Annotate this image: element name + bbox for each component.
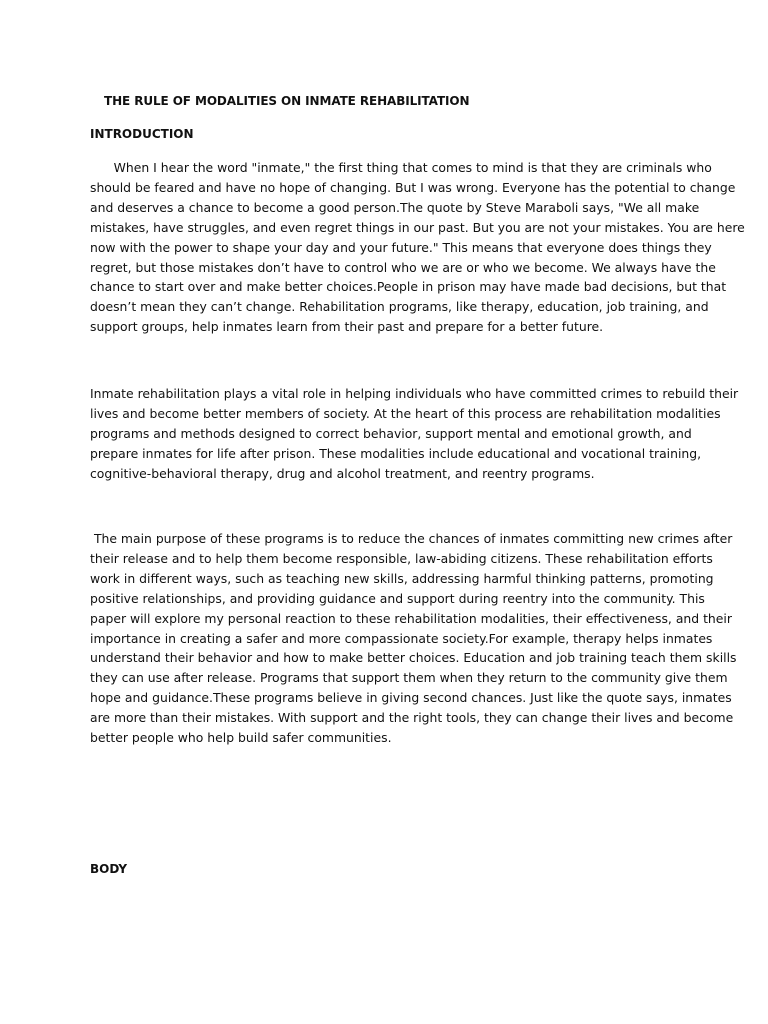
paragraph-line: The main purpose of these programs is to reduce the chances of inmates committing new crimes after [90,531,733,546]
introduction-heading: INTRODUCTION [90,127,194,141]
paragraph-line: understand their behavior and how to make better choices. Education and job training teach them skills [90,650,737,666]
paragraph-line: they can use after release. Programs that support them when they return to the community give them [90,670,728,686]
paragraph-line: support groups, help inmates learn from their past and prepare for a better future. [90,319,604,335]
paragraph-line: When I hear the word "inmate," the first thing that comes to mind is that they are criminals who [90,160,712,175]
paragraph-line: now with the power to shape your day and your future." This means that everyone does things they [90,239,712,255]
paragraph-line: mistakes, have struggles, and even regret things in our past. But you are not your mistakes. You are here [90,219,745,235]
paragraph-line: regret, but those mistakes don’t have to control who we are or who we become. We always have the [90,259,716,275]
paragraph-line: should be feared and have no hope of changing. But I was wrong. Everyone has the potential to change [90,179,736,195]
paragraph-line: lives and become better members of society. At the heart of this process are rehabilitation modalities [90,405,721,421]
paragraph-line: Inmate rehabilitation plays a vital role in helping individuals who have committed crimes to rebuild their [90,386,739,401]
paragraph-line: prepare inmates for life after prison. These modalities include educational and vocational training, [90,445,702,461]
paragraph-line: work in different ways, such as teaching new skills, addressing harmful thinking patterns, promoting [90,570,714,586]
document-title: THE RULE OF MODALITIES ON INMATE REHABILITATION [104,94,470,108]
paragraph-line: cognitive-behavioral therapy, drug and alcohol treatment, and reentry programs. [90,465,595,481]
body-heading: BODY [90,862,128,876]
paragraph-line: are more than their mistakes. With support and the right tools, they can change their lives and become [90,710,734,726]
paragraph-line: their release and to help them become responsible, law-abiding citizens. These rehabilitation efforts [90,550,713,566]
paragraph-line: and deserves a chance to become a good person.The quote by Steve Maraboli says, "We all make [90,199,700,215]
paragraph-line: paper will explore my personal reaction to these rehabilitation modalities, their effectiveness, and their [90,610,732,626]
paragraph-line: chance to start over and make better choices.People in prison may have made bad decisions, but that [90,279,727,295]
paragraph-line: programs and methods designed to correct behavior, support mental and emotional growth, and [90,425,692,441]
paragraph-line: hope and guidance.These programs believe in giving second chances. Just like the quote says, inmates [90,690,732,706]
paragraph-3 [90,529,737,748]
paragraph-1 [90,158,745,337]
paragraph-2 [90,384,739,484]
paragraph-line: positive relationships, and providing guidance and support during reentry into the community. This [90,590,705,606]
paragraph-line: better people who help build safer communities. [90,730,392,746]
paragraph-line: importance in creating a safer and more compassionate society.For example, therapy helps inmates [90,630,713,646]
paragraph-line: doesn’t mean they can’t change. Rehabilitation programs, like therapy, education, job training, and [90,299,709,315]
